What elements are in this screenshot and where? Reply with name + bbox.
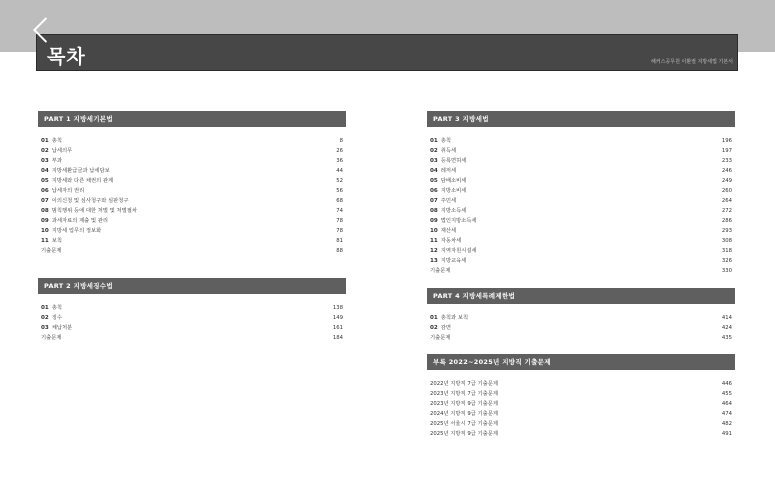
toc-entry-label: 납세의무	[51, 148, 73, 154]
toc-entry-title	[41, 226, 101, 236]
toc-entry-number: 13	[430, 258, 438, 264]
toc-entry[interactable]	[430, 399, 732, 409]
toc-entry-page: 184	[332, 335, 343, 341]
toc-entry[interactable]	[430, 419, 732, 429]
toc-entry[interactable]	[41, 226, 343, 236]
part-2-section	[38, 278, 346, 343]
toc-entry-label: 지방세환급금과 납세담보	[51, 168, 110, 174]
toc-entry[interactable]	[430, 246, 732, 256]
toc-entry-label: 2022년 지방직 7급 기출문제	[430, 381, 498, 387]
toc-list	[38, 136, 346, 256]
toc-entry-page: 491	[721, 431, 732, 437]
toc-entry-page: 233	[721, 158, 732, 164]
toc-entry[interactable]	[430, 236, 732, 246]
toc-entry-number: 08	[41, 208, 49, 214]
toc-entry-page: 474	[721, 411, 732, 417]
toc-entry[interactable]	[430, 156, 732, 166]
toc-entry-label: 총칙	[51, 305, 63, 311]
toc-entry-title	[430, 196, 456, 206]
toc-entry-label: 기출문제	[430, 335, 451, 341]
toc-entry-title	[430, 186, 466, 196]
toc-list	[427, 313, 735, 343]
toc-list	[427, 136, 735, 276]
toc-entry[interactable]	[430, 379, 732, 389]
toc-entry-page: 149	[332, 315, 343, 321]
toc-entry-title	[430, 256, 466, 266]
toc-entry[interactable]	[41, 186, 343, 196]
toc-entry[interactable]	[430, 206, 732, 216]
toc-entry-number: 11	[430, 238, 438, 244]
toc-entry-title	[430, 226, 456, 236]
toc-entry-page: 446	[721, 381, 732, 387]
toc-entry-page: 88	[336, 248, 343, 254]
part-heading: PART 1 지방세기본법	[38, 111, 346, 127]
toc-entry[interactable]	[41, 236, 343, 246]
toc-entry-number: 02	[430, 148, 438, 154]
toc-entry-title	[41, 156, 62, 166]
toc-entry-number: 06	[430, 188, 438, 194]
toc-entry-label: 기출문제	[430, 268, 451, 274]
toc-entry-page: 26	[336, 148, 343, 154]
toc-entry-number: 01	[41, 305, 49, 311]
toc-entry-page: 455	[721, 391, 732, 397]
toc-entry[interactable]	[41, 196, 343, 206]
toc-entry-title	[430, 156, 466, 166]
toc-entry[interactable]	[430, 226, 732, 236]
toc-entry-number: 06	[41, 188, 49, 194]
toc-entry-title	[430, 266, 450, 276]
toc-entry-number: 08	[430, 208, 438, 214]
toc-entry-label: 2023년 지방직 9급 기출문제	[430, 401, 498, 407]
toc-entry-label: 범칙행위 등에 대한 처벌 및 처벌절차	[51, 208, 137, 214]
toc-entry-number: 10	[430, 228, 438, 234]
toc-entry-number: 11	[41, 238, 49, 244]
toc-entry-title	[430, 379, 498, 389]
toc-entry[interactable]	[41, 333, 343, 343]
toc-entry-title	[41, 186, 84, 196]
toc-entry[interactable]	[430, 166, 732, 176]
toc-entry-page: 414	[721, 315, 732, 321]
toc-entry-label: 징수	[51, 315, 63, 321]
toc-entry-title	[430, 176, 466, 186]
toc-entry[interactable]	[430, 313, 732, 323]
toc-entry-title	[41, 333, 61, 343]
toc-entry-title	[41, 323, 72, 333]
toc-entry-page: 260	[721, 188, 732, 194]
toc-entry[interactable]	[430, 409, 732, 419]
toc-entry-title	[41, 146, 72, 156]
toc-entry-number: 01	[430, 315, 438, 321]
header-bar	[36, 34, 738, 71]
toc-entry-title	[430, 419, 498, 429]
toc-entry-title	[430, 399, 498, 409]
toc-entry-page: 293	[721, 228, 732, 234]
toc-entry-number: 02	[41, 148, 49, 154]
toc-entry-number: 01	[41, 138, 49, 144]
toc-entry-page: 272	[721, 208, 732, 214]
toc-entry-title	[41, 303, 62, 313]
part-heading: PART 2 지방세징수법	[38, 278, 346, 294]
toc-entry[interactable]	[41, 303, 343, 313]
toc-entry-number: 05	[41, 178, 49, 184]
toc-entry-title	[430, 389, 498, 399]
toc-entry-label: 등록면허세	[440, 158, 467, 164]
toc-entry-number: 07	[41, 198, 49, 204]
toc-entry[interactable]	[430, 333, 732, 343]
toc-entry-page: 318	[721, 248, 732, 254]
toc-entry-page: 482	[721, 421, 732, 427]
toc-entry[interactable]	[41, 323, 343, 333]
toc-entry[interactable]	[430, 429, 732, 439]
part-heading: PART 3 지방세법	[427, 111, 735, 127]
toc-entry-label: 체납처분	[51, 325, 73, 331]
toc-entry-label: 이의신청 및 심사청구와 심판청구	[51, 198, 129, 204]
toc-entry[interactable]	[430, 136, 732, 146]
toc-entry-title	[41, 176, 113, 186]
toc-entry-page: 246	[721, 168, 732, 174]
toc-entry-label: 2023년 지방직 7급 기출문제	[430, 391, 498, 397]
toc-entry[interactable]	[41, 156, 343, 166]
toc-entry-page: 435	[721, 335, 732, 341]
toc-entry-label: 지방세와 다른 채권의 관계	[51, 178, 114, 184]
toc-entry-title	[430, 216, 477, 226]
toc-entry-label: 지방교육세	[440, 258, 467, 264]
toc-entry-number: 04	[41, 168, 49, 174]
toc-entry-page: 8	[339, 138, 343, 144]
toc-entry[interactable]	[41, 146, 343, 156]
toc-entry-label: 2025년 지방직 9급 기출문제	[430, 431, 498, 437]
toc-entry-title	[430, 409, 498, 419]
toc-entry-page: 56	[336, 188, 343, 194]
toc-entry-label: 납세자의 권리	[51, 188, 85, 194]
toc-entry-page: 78	[336, 228, 343, 234]
part-heading: 부록 2022~2025년 지방직 기출문제	[427, 354, 735, 370]
toc-entry-label: 담배소비세	[440, 178, 467, 184]
toc-entry-title	[41, 166, 110, 176]
toc-entry[interactable]	[430, 389, 732, 399]
toc-entry-title	[41, 236, 62, 246]
toc-list	[38, 303, 346, 343]
toc-entry-number: 05	[430, 178, 438, 184]
toc-entry-title	[430, 136, 451, 146]
toc-entry-page: 264	[721, 198, 732, 204]
toc-entry[interactable]	[41, 176, 343, 186]
toc-entry-number: 03	[41, 158, 49, 164]
appendix-section	[427, 354, 735, 439]
toc-entry-label: 레저세	[440, 168, 457, 174]
toc-entry-title	[430, 236, 461, 246]
toc-entry-page: 138	[332, 305, 343, 311]
toc-entry-title	[41, 196, 128, 206]
toc-entry-number: 02	[41, 315, 49, 321]
toc-entry-label: 재산세	[440, 228, 457, 234]
toc-entry-label: 부과	[51, 158, 63, 164]
toc-entry-page: 52	[336, 178, 343, 184]
toc-entry-label: 2024년 지방직 9급 기출문제	[430, 411, 498, 417]
toc-entry-title	[41, 136, 62, 146]
toc-entry-label: 총칙	[51, 138, 63, 144]
toc-entry[interactable]	[41, 313, 343, 323]
toc-entry-label: 법인지방소득세	[440, 218, 477, 224]
toc-entry-page: 197	[721, 148, 732, 154]
toc-entry-label: 지방소비세	[440, 188, 467, 194]
toc-entry-page: 161	[332, 325, 343, 331]
part-3-section	[427, 111, 735, 276]
part-1-section	[38, 111, 346, 256]
toc-entry-page: 249	[721, 178, 732, 184]
toc-entry-title	[430, 246, 477, 256]
part-heading: PART 4 지방세특례제한법	[427, 288, 735, 304]
toc-entry-label: 과세자료의 제출 및 관리	[51, 218, 109, 224]
toc-entry-title	[41, 313, 62, 323]
toc-entry-page: 68	[336, 198, 343, 204]
toc-entry-number: 12	[430, 248, 438, 254]
toc-entry-label: 자동차세	[440, 238, 462, 244]
toc-entry-page: 424	[721, 325, 732, 331]
toc-entry[interactable]	[41, 246, 343, 256]
toc-entry[interactable]	[41, 216, 343, 226]
toc-entry-number: 07	[430, 198, 438, 204]
toc-entry-label: 주민세	[440, 198, 457, 204]
toc-entry-label: 지방세 업무의 정보화	[51, 228, 102, 234]
toc-entry-label: 기출문제	[41, 335, 62, 341]
toc-entry-label: 2025년 서울시 7급 기출문제	[430, 421, 498, 427]
toc-entry-page: 36	[336, 158, 343, 164]
toc-entry-page: 286	[721, 218, 732, 224]
toc-entry-title	[430, 333, 450, 343]
toc-list	[427, 379, 735, 439]
toc-entry[interactable]	[41, 166, 343, 176]
toc-entry-page: 326	[721, 258, 732, 264]
toc-entry-title	[41, 246, 61, 256]
toc-entry-number: 02	[430, 325, 438, 331]
toc-entry-title	[430, 146, 456, 156]
toc-entry[interactable]	[430, 196, 732, 206]
toc-entry-title	[430, 313, 468, 323]
toc-entry-page: 308	[721, 238, 732, 244]
toc-entry-label: 총칙	[440, 138, 452, 144]
header-subtitle: 해커스공무원 이환절 지방세법 기본서	[650, 59, 733, 65]
toc-entry[interactable]	[41, 136, 343, 146]
toc-entry[interactable]	[430, 256, 732, 266]
toc-entry-number: 03	[41, 325, 49, 331]
toc-entry[interactable]	[430, 176, 732, 186]
toc-entry[interactable]	[430, 186, 732, 196]
toc-entry[interactable]	[430, 323, 732, 333]
toc-entry-number: 09	[41, 218, 49, 224]
toc-entry-page: 78	[336, 218, 343, 224]
toc-entry-title	[41, 206, 137, 216]
toc-entry-page: 81	[336, 238, 343, 244]
toc-entry-page: 464	[721, 401, 732, 407]
toc-entry[interactable]	[41, 206, 343, 216]
toc-entry-number: 09	[430, 218, 438, 224]
part-4-section	[427, 288, 735, 343]
toc-entry-number: 03	[430, 158, 438, 164]
toc-entry-label: 취득세	[440, 148, 457, 154]
toc-entry-label: 감면	[440, 325, 452, 331]
toc-entry-label: 보칙	[51, 238, 63, 244]
toc-entry[interactable]	[430, 266, 732, 276]
toc-entry-label: 기출문제	[41, 248, 62, 254]
toc-entry-number: 10	[41, 228, 49, 234]
toc-entry-title	[430, 206, 466, 216]
toc-entry-page: 74	[336, 208, 343, 214]
toc-entry-number: 04	[430, 168, 438, 174]
toc-entry-number: 01	[430, 138, 438, 144]
toc-entry-title	[41, 216, 108, 226]
toc-entry[interactable]	[430, 146, 732, 156]
toc-entry-title	[430, 166, 456, 176]
toc-entry[interactable]	[430, 216, 732, 226]
toc-entry-label: 지역자원시설세	[440, 248, 477, 254]
toc-entry-title	[430, 429, 498, 439]
page-title: 목차	[47, 46, 86, 68]
toc-entry-label: 총칙과 보칙	[440, 315, 469, 321]
toc-entry-page: 196	[721, 138, 732, 144]
toc-entry-title	[430, 323, 451, 333]
toc-entry-label: 지방소득세	[440, 208, 467, 214]
toc-entry-page: 330	[721, 268, 732, 274]
toc-entry-page: 44	[336, 168, 343, 174]
